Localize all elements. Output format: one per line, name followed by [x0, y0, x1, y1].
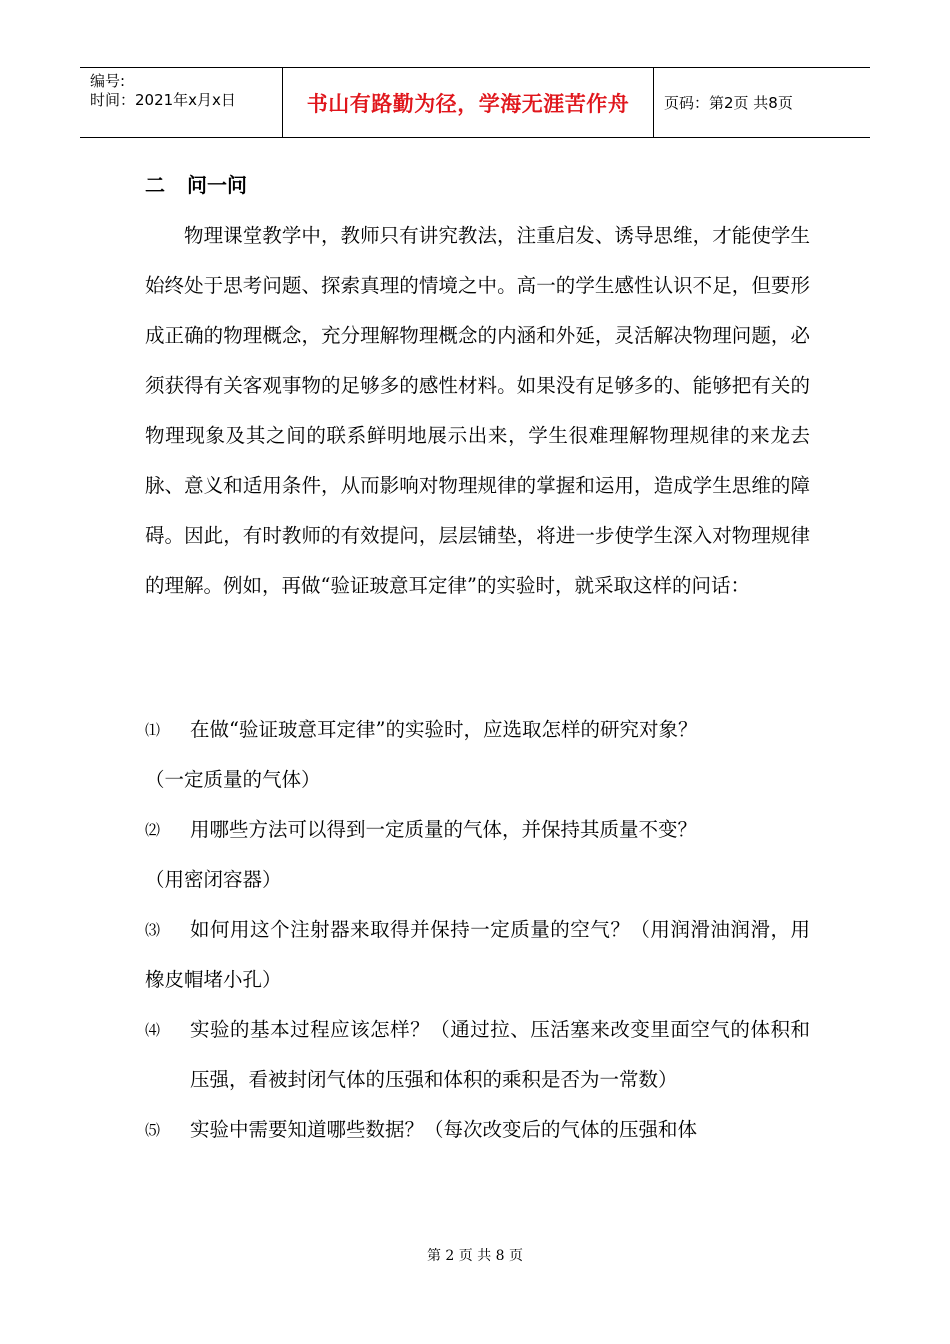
section-title [145, 165, 810, 205]
header-motto-cell [283, 68, 654, 137]
section-number: 二 [145, 173, 165, 197]
question-item [145, 805, 810, 905]
question-item [145, 705, 810, 805]
body-paragraph: 物理课堂教学中，教师只有讲究教法，注重启发、诱导思维，才能使学生始终处于思考问题、探索真理的情境之中。高一的学生感性认识不足，但要形成正确的物理概念，充分理解物理概念的内涵和外延，灵活解决物理问题，必须获得有关客观事物的足够多的感性材料。如果没有足够多的、能够把有关的物理现象及其之间的联系鲜明地展示出来，学生很难理解物理规律的来龙去脉、意义和适用条件，从而影响对物理规律的掌握和运用，造成学生思维的障碍。因此，有时教师的有效提问，层层铺垫，将进一步使学生深入对物理规律的理解。例如，再做“验证玻意耳定律”的实验时，就采取这样的问话： [145, 224, 810, 597]
question-number: ⑴ [145, 721, 161, 739]
question-text: 在做“验证玻意耳定律”的实验时，应选取怎样的研究对象？ [190, 718, 698, 741]
main-content [145, 165, 810, 611]
question-item [145, 905, 810, 1005]
question-list [145, 705, 810, 1155]
section-title-text: 问一问 [187, 173, 247, 197]
question-item [145, 1105, 810, 1155]
page-footer: 第 2 页 共 8 页 [426, 1248, 524, 1264]
question-number: ⑷ [145, 1021, 161, 1039]
header-table [80, 67, 870, 138]
question-answer: （用密闭容器） [145, 868, 282, 891]
question-text: 用哪些方法可以得到一定质量的气体，并保持其质量不变？ [190, 818, 698, 841]
header-meta [80, 68, 283, 137]
question-answer: （一定质量的气体） [145, 768, 321, 791]
header-page-cell [654, 68, 870, 137]
motto: 书山有路勤为径，学海无涯苦作舟 [306, 91, 630, 116]
question-number: ⑵ [145, 821, 161, 839]
question-item [145, 1005, 810, 1105]
question-text: 如何用这个注射器来取得并保持一定质量的空气？（用润滑油润滑，用橡皮帽堵小孔） [145, 918, 810, 991]
question-number: ⑶ [145, 921, 161, 939]
question-number: ⑸ [145, 1121, 161, 1139]
serial-label: 编号: [90, 72, 126, 90]
question-text: 实验的基本过程应该怎样？（通过拉、压活塞来改变里面空气的体积和压强，看被封闭气体的压强和体积的乘积是否为一常数） [190, 1018, 810, 1091]
page-info: 页码：第2页 共8页 [664, 94, 793, 112]
date-label: 时间：2021年x月x日 [90, 91, 236, 109]
question-text: 实验中需要知道哪些数据？（每次改变后的气体的压强和体 [190, 1118, 698, 1141]
